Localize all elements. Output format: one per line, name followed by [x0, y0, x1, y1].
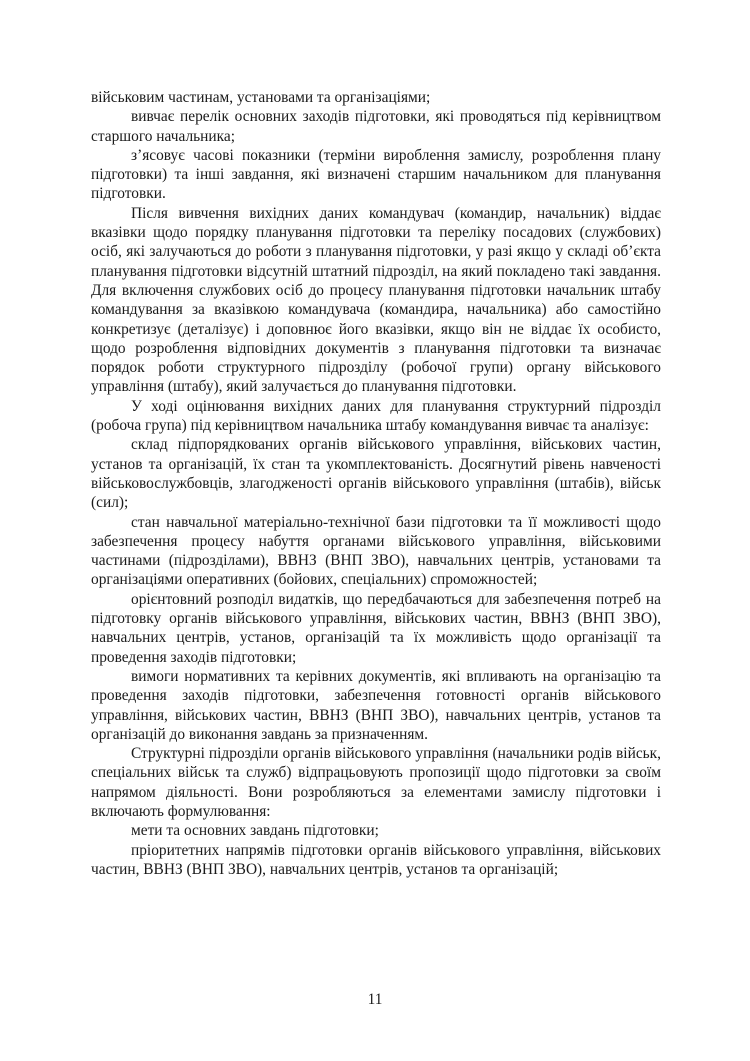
paragraph: військовим частинам, установами та організаціями;: [91, 89, 431, 106]
paragraph: пріоритетних напрямів підготовки органів військового управління, військових частин, ВВНЗ (ВНП ЗВО), навчальних центрів, установ та організацій;: [91, 841, 661, 878]
paragraph: Після вивчення вихідних даних командувач (командир, начальник) віддає вказівки щодо порядку планування підготовки та переліку посадових (службових) осіб, які залучаються до роботи з планування підготовки, у разі якщо у складі об’єкта планування підготовки відсутній штатний підрозділ, на який покладено такі завдання. Для включення службових осіб до процесу планування підготовки начальник штабу командування за вказівкою командувача (командира, начальника) або самостійно конкретизує (деталізує) і доповнює його вказівки, якщо він не віддає їх особисто, щодо розроблення відповідних документів з планування підготовки та визначає порядок роботи структурного підрозділу (робочої групи) органу військового управління (штабу), який залучається до планування підготовки.: [91, 204, 661, 396]
paragraph: стан навчальної матеріально-технічної бази підготовки та її можливості щодо забезпечення процесу набуття органами військового управління, військовими частинами (підрозділами), ВВНЗ (ВНП ЗВО), навчальних центрів, установами та організаціями оперативних (бойових, спеціальних) спроможностей;: [91, 513, 661, 589]
paragraph: склад підпорядкованих органів військового управління, військових частин, установ та організацій, їх стан та укомплектованість. Досягнутий рівень навченості військовослужбовців, злагодженості органів військового управління (штабів), військ (сил);: [91, 436, 661, 512]
paragraph: орієнтовний розподіл видатків, що передбачаються для забезпечення потреб на підготовку органів військового управління, військових частин, ВВНЗ (ВНП ЗВО), навчальних центрів, установ, організацій та їх можливість щодо організації та проведення заходів підготовки;: [91, 590, 661, 666]
paragraph: У ході оцінювання вихідних даних для планування структурний підрозділ (робоча група) під керівництвом начальника штабу командування вивчає та аналізує:: [91, 397, 661, 435]
paragraph: вивчає перелік основних заходів підготовки, які проводяться під керівництвом старшого начальника;: [91, 108, 661, 145]
body-text: [91, 88, 661, 879]
paragraph: з’ясовує часові показники (терміни вироблення замислу, розроблення плану підготовки) та інші завдання, які визначені старшим начальником для планування підготовки.: [91, 146, 661, 203]
paragraph: мети та основних завдань підготовки;: [131, 822, 379, 840]
paragraph: Структурні підрозділи органів військового управління (начальники родів військ, спеціальних військ та служб) відпрацьовують пропозиції щодо підготовки за своїм напрямом діяльності. Вони розробляються за елементами замислу підготовки і включають формулювання:: [91, 745, 661, 820]
page-number: 11: [367, 991, 383, 1008]
paragraph: вимоги нормативних та керівних документів, які впливають на організацію та проведення заходів підготовки, забезпечення готовності органів військового управління, військових частин, ВВНЗ (ВНП ЗВО), навчальних центрів, установ та організацій до виконання завдань за призначенням.: [91, 667, 661, 743]
